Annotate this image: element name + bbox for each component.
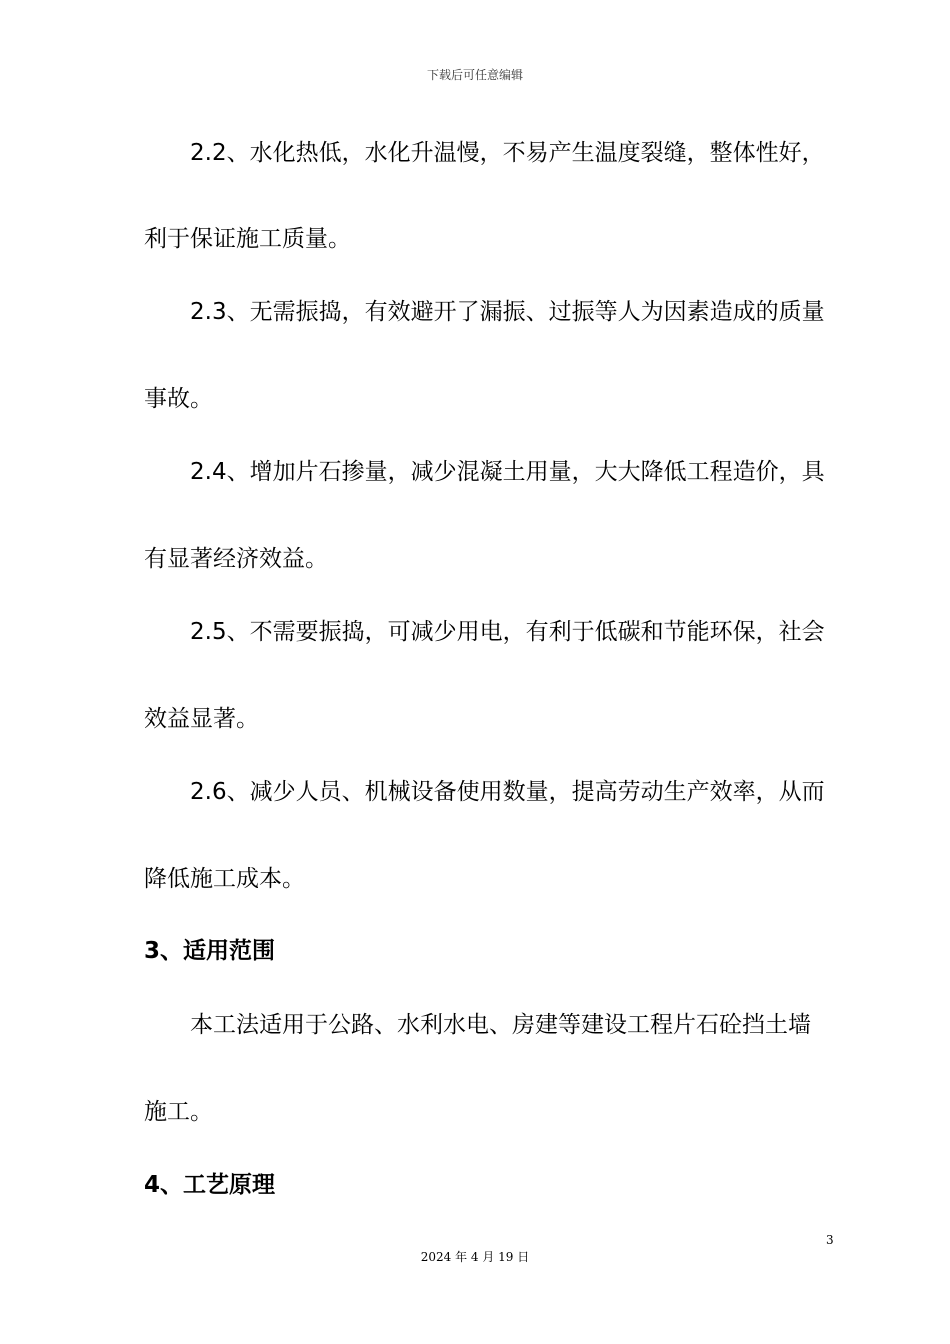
paragraph-2-4-line-1: 2.4、增加片石掺量，减少混凝土用量，大大降低工程造价，具: [190, 459, 825, 485]
paragraph-2-4-line-2: 有显著经济效益。: [144, 546, 328, 572]
paragraph-2-2-line-1: 2.2、水化热低，水化升温慢，不易产生温度裂缝，整体性好，: [190, 140, 825, 166]
section-heading-principle: 4、工艺原理: [144, 1172, 276, 1198]
paragraph-2-6-line-2: 降低施工成本。: [144, 866, 305, 892]
page-header: 下载后可任意编辑: [426, 68, 523, 82]
paragraph-2-6-line-1: 2.6、减少人员、机械设备使用数量，提高劳动生产效率，从而: [190, 779, 825, 805]
footer-date: 2024 年 4 月 19 日: [420, 1250, 530, 1264]
paragraph-2-2-line-2: 利于保证施工质量。: [144, 226, 351, 252]
section-heading-scope: 3、适用范围: [144, 938, 276, 964]
paragraph-scope-line-2: 施工。: [144, 1099, 213, 1125]
paragraph-2-5-line-1: 2.5、不需要振捣，可减少用电，有利于低碳和节能环保，社会: [190, 619, 825, 645]
page-number: 3: [826, 1233, 834, 1247]
paragraph-2-3-line-1: 2.3、无需振捣，有效避开了漏振、过振等人为因素造成的质量: [190, 299, 825, 325]
paragraph-scope-line-1: 本工法适用于公路、水利水电、房建等建设工程片石砼挡土墙: [190, 1012, 811, 1038]
paragraph-2-5-line-2: 效益显著。: [144, 706, 259, 732]
paragraph-2-3-line-2: 事故。: [144, 386, 213, 412]
